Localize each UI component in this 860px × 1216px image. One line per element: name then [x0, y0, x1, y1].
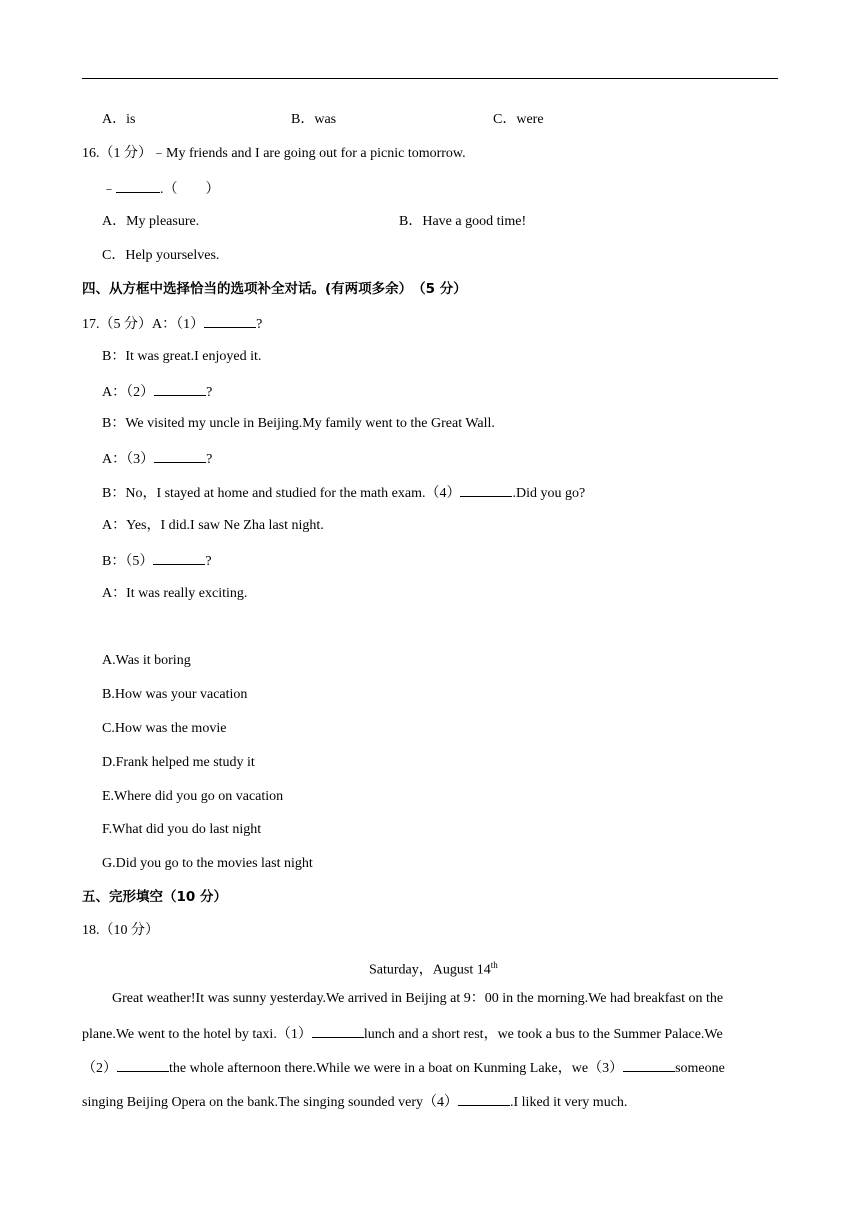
q17-choice-e[interactable]: E.Where did you go on vacation [102, 789, 284, 804]
q18-blank-1[interactable] [312, 1023, 364, 1038]
q17-b3-prefix: B：No，I stayed at home and studied for the math exam.（4） [102, 486, 461, 501]
q18-blank-4[interactable] [458, 1091, 510, 1106]
q17-dialog-a2 [102, 381, 212, 403]
q18-blank-2[interactable] [117, 1057, 169, 1072]
q17-b5-suffix: ? [205, 554, 212, 569]
q17-a3-prefix: A：（3） [102, 452, 155, 467]
q18-p3b: the whole afternoon there.While we were in a boat on Kunming Lake，we（3） [169, 1061, 624, 1076]
q15-option-c[interactable]: C．were [493, 112, 544, 127]
q17-dialog-b5 [102, 550, 212, 572]
q18-stem: 18.（10 分） [82, 923, 159, 938]
q17-choice-c[interactable]: C.How was the movie [102, 721, 227, 736]
q16-stem: 16.（1 分）﹣My friends and I are going out for a picnic tomorrow. [82, 146, 466, 161]
q17-choice-a[interactable]: A.Was it boring [102, 653, 191, 668]
q16-option-b[interactable]: B．Have a good time! [399, 214, 527, 229]
q17-blank-4[interactable] [460, 482, 512, 497]
q16-option-a[interactable]: A．My pleasure. [102, 214, 200, 229]
section4-heading: 四、从方框中选择恰当的选项补全对话。(有两项多余） （5 分） [82, 281, 467, 297]
q18-p2b: lunch and a short rest，we took a bus to the Summer Palace.We [363, 1027, 723, 1042]
q17-choice-d[interactable]: D.Frank helped me study it [102, 755, 255, 770]
q17-b5-prefix: B：（5） [102, 554, 154, 569]
q17-dialog-a5: A：It was really exciting. [102, 586, 248, 601]
q18-p4b: .I liked it very much. [510, 1095, 628, 1110]
q18-p3c: someone [675, 1061, 725, 1076]
q18-blank-3[interactable] [623, 1057, 675, 1072]
q18-passage-line-1: Great weather!It was sunny yesterday.We arrived in Beijing at 9：00 in the morning.We had breakfast on the [112, 991, 724, 1006]
section5-heading: 五、完形填空（10 分） [82, 889, 227, 905]
q18-p3a: （2） [82, 1061, 117, 1076]
q17-choice-g[interactable]: G.Did you go to the movies last night [102, 856, 313, 871]
q17-blank-1[interactable] [204, 313, 256, 328]
q17-dialog-b2: B：We visited my uncle in Beijing.My family went to the Great Wall. [102, 416, 495, 431]
header-rule [82, 78, 778, 79]
q17-stem [82, 313, 262, 335]
q17-stem-prefix: 17.（5 分）A：（1） [82, 317, 205, 332]
q18-passage-line-4 [82, 1091, 627, 1113]
q17-b3-suffix: .Did you go? [512, 486, 586, 501]
q17-dialog-b1: B：It was great.I enjoyed it. [102, 349, 262, 364]
q18-p2a: plane.We went to the hotel by taxi.（1） [82, 1027, 312, 1042]
q17-blank-3[interactable] [154, 448, 206, 463]
q18-passage-date [369, 955, 498, 981]
q15-option-a[interactable]: A．is [102, 112, 136, 127]
q16-answer-suffix: .（ ） [160, 182, 220, 197]
q17-blank-5[interactable] [153, 550, 205, 565]
q16-answer-prefix: ﹣ [102, 182, 116, 197]
q18-date-sup: th [490, 960, 498, 970]
q17-blank-2[interactable] [154, 381, 206, 396]
q18-passage-line-3 [82, 1057, 725, 1079]
q17-dialog-a4: A：Yes，I did.I saw Ne Zha last night. [102, 518, 324, 533]
q15-option-b[interactable]: B．was [291, 112, 337, 127]
q18-p4a: singing Beijing Opera on the bank.The singing sounded very（4） [82, 1095, 458, 1110]
q16-answer-blank[interactable] [116, 178, 160, 193]
q17-a2-prefix: A：（2） [102, 385, 155, 400]
q16-answer-line [102, 178, 220, 200]
q18-date-text: Saturday，August 14 [369, 962, 491, 978]
q16-option-c[interactable]: C．Help yourselves. [102, 248, 220, 263]
q17-choice-b[interactable]: B.How was your vacation [102, 687, 248, 702]
q17-choice-f[interactable]: F.What did you do last night [102, 822, 262, 837]
q17-dialog-b3 [102, 482, 585, 504]
q17-stem-suffix: ? [256, 317, 263, 332]
q17-dialog-a3 [102, 448, 212, 470]
q17-a2-suffix: ? [206, 385, 213, 400]
q18-passage-line-2 [82, 1023, 723, 1045]
q17-a3-suffix: ? [206, 452, 213, 467]
